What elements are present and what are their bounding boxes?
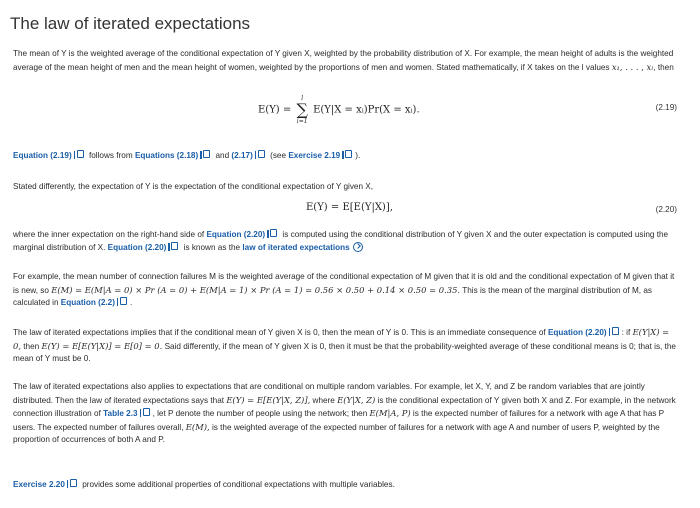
values-math: x₁, . . . , xₗ xyxy=(611,61,654,72)
paragraph-implication: The law of iterated expectations implies that if the conditional mean of Y given X is 0, then the mean of Y is 0. This is an immediate consequence of Equation (2.20) : if E(Y|X) = 0, then E(Y) = E[E(Y|X)] = E[0] = 0. Said differently, if the mean of Y given X is 0, then it must be that the probability-weighted average of these conditional means is 0; that is, the mean of Y must be 0. xyxy=(13,327,676,363)
equations-2-18-link[interactable]: Equations (2.18) xyxy=(134,151,199,160)
eq219-lhs: E(Y) = xyxy=(258,104,292,116)
equation-number-2-19: (2.19) xyxy=(655,103,677,112)
sum-upper-limit: l xyxy=(301,95,304,102)
open-reference-icon[interactable] xyxy=(117,297,128,307)
exercise-2-20-link[interactable]: Exercise 2.20 xyxy=(13,480,65,489)
equation-2-20-link[interactable]: Equation (2.20) xyxy=(547,328,607,337)
table-2-3-link[interactable]: Table 2.3 xyxy=(103,409,138,418)
paragraph-inner-expectation: where the inner expectation on the right-hand side of Equation (2.20) is computed using the conditional distribution of Y given X and the outer expectation is computed using the marginal distribution of X. Equation (2.20) is known as the law of iterated expectations xyxy=(13,230,669,252)
open-reference-icon[interactable] xyxy=(74,150,85,160)
paragraph-follows: Equation (2.19) follows from Equations (2.18) and (2.17) (see Exercise 2.19 ). xyxy=(13,151,361,160)
eq219-rhs: E(Y|X = xᵢ)Pr(X = xᵢ). xyxy=(313,104,420,116)
summation-sign: l ∑ i=1 xyxy=(296,95,308,125)
exercise-2-19-link[interactable]: Exercise 2.19 xyxy=(288,151,341,160)
open-reference-icon[interactable] xyxy=(67,479,78,489)
open-reference-icon[interactable] xyxy=(168,242,179,252)
paragraph-stated: Stated differently, the expectation of Y is the expectation of the conditional expectation of Y given X, xyxy=(13,182,374,191)
intro-tail: , then xyxy=(653,62,674,72)
paragraph-intro xyxy=(13,48,679,74)
equation-2-19 xyxy=(258,95,420,125)
glossary-icon[interactable] xyxy=(353,242,363,252)
intro-text: The mean of Y is the weighted average of the conditional expectation of Y given X, weighted by the probability distribution of X. For example, the mean height of adults is the weighted average of the mean height of men and the mean height of women, weighted by the proportions of men and women. Stated mathematically, if X takes on the l values xyxy=(13,49,674,72)
equation-number-2-20: (2.20) xyxy=(655,205,677,214)
equation-2-20-link[interactable]: Equation (2.20) xyxy=(206,230,266,239)
example-math: E(M) = E(M|A = 0) × Pr (A = 0) + E(M|A = 1) × Pr (A = 1) = 0.56 × 0.50 + 0.14 × 0.50 = 0.35. xyxy=(51,284,461,295)
section-title: The law of iterated expectations xyxy=(10,14,251,33)
open-reference-icon[interactable] xyxy=(140,408,151,418)
equation-2-20-link[interactable]: Equation (2.20) xyxy=(107,242,167,252)
open-reference-icon[interactable] xyxy=(255,150,266,160)
paragraph-exercise: Exercise 2.20 provides some additional properties of conditional expectations with multiple variables. xyxy=(13,480,395,489)
equation-2-19-link[interactable]: Equation (2.19) xyxy=(13,151,72,160)
sum-lower-limit: i=1 xyxy=(296,118,308,125)
law-of-iterated-expectations-link[interactable]: law of iterated expectations xyxy=(242,242,350,252)
equation-2-2-link[interactable]: Equation (2.2) xyxy=(60,298,115,307)
equation-2-17-link[interactable]: (2.17) xyxy=(231,151,253,160)
open-reference-icon[interactable] xyxy=(342,150,353,160)
open-reference-icon[interactable] xyxy=(609,327,620,337)
open-reference-icon[interactable] xyxy=(200,150,211,160)
paragraph-multiple-variables: The law of iterated expectations also applies to expectations that are conditional on multiple random variables. For example, let X, Y, and Z be random variables that are jointly distributed. Then the law of iterated expectations says that E(Y) = E[E(Y|X, Z)], where E(Y|X, Z) is the conditional expectation of Y given both X and Z. For example, in the network connection illustration of Table 2.3 , let P denote the number of people using the network; then E(M|A, P) is the expected number of failures for a network with age A that has P users. The expected number of failures overall, E(M), is the weighted average of the expected number of failures for a network with age A and number of users P, weighted by the proportion of occurrences of both A and P. xyxy=(13,382,676,444)
paragraph-example: For example, the mean number of connection failures M is the weighted average of the conditional expectation of M given that it is old and the conditional expectation of M given that it is new, so E(M) = E(M|A = 0) × Pr (A = 0) + E(M|A = 1) × Pr (A = 1) = 0.56 × 0.50 + 0.14 × 0.50 = 0.35. This is the mean of the marginal distribution of M, as calculated in Equation (2.2) . xyxy=(13,272,675,307)
open-reference-icon[interactable] xyxy=(267,229,278,239)
equation-2-20: E(Y) = E[E(Y|X)], xyxy=(306,202,393,213)
